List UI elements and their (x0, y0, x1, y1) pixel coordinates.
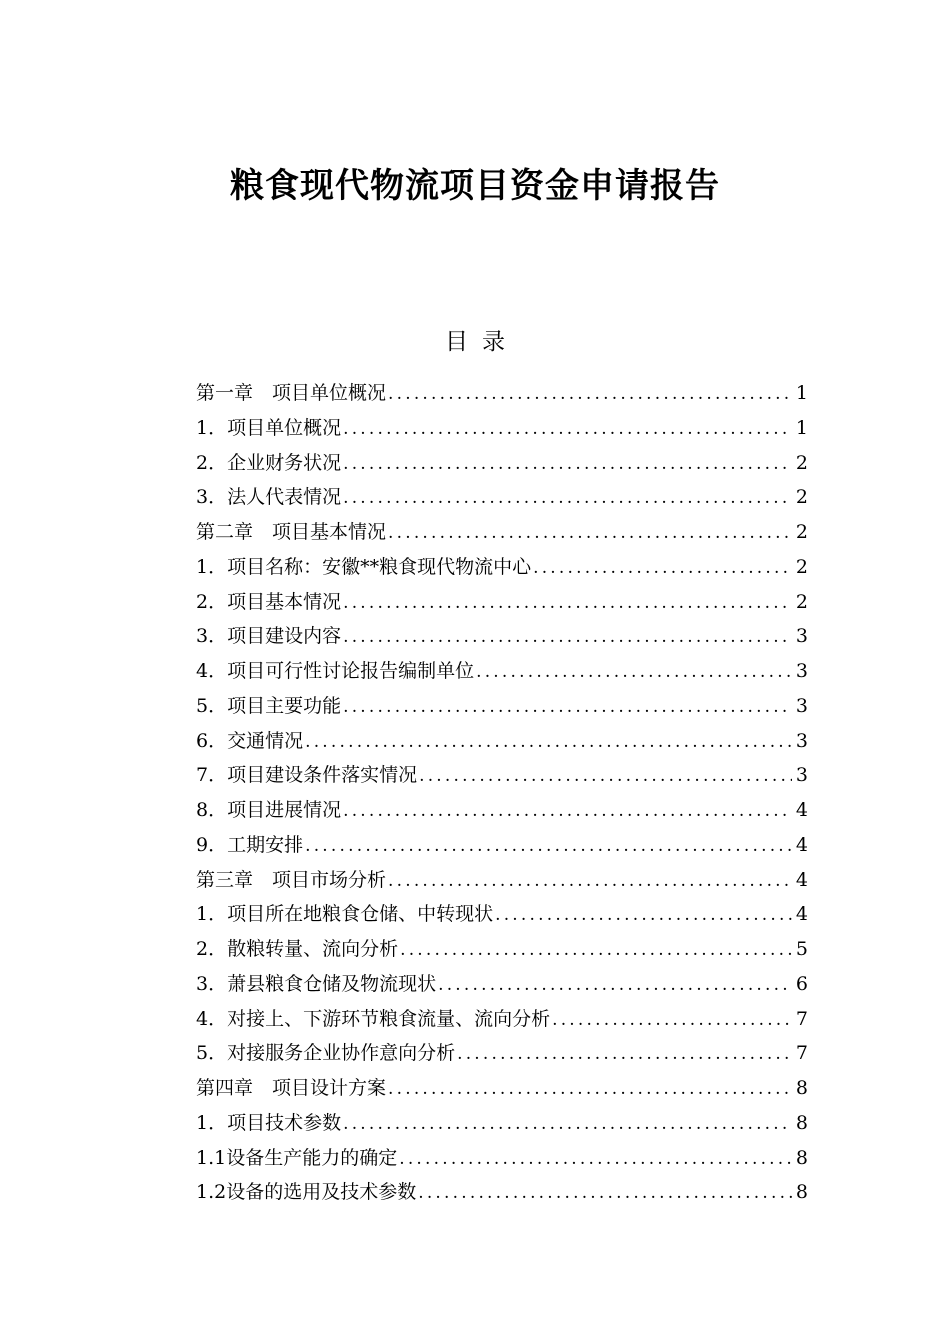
toc-dot-leader (388, 377, 792, 412)
toc-entry-page-number: 1 (795, 416, 808, 439)
toc-dot-leader (388, 864, 792, 899)
toc-entry-label: 2．企业财务状况 (196, 451, 342, 474)
toc-dot-leader (343, 794, 792, 829)
toc-entry-label: 4．项目可行性讨论报告编制单位 (196, 660, 475, 682)
toc-dot-leader (400, 933, 792, 968)
toc-entry-page-number: 3 (795, 729, 808, 752)
toc-entry[interactable] (196, 1175, 808, 1210)
toc-entry-label: 7．项目建设条件落实情况 (196, 764, 418, 787)
toc-dot-leader (495, 898, 792, 933)
toc-entry[interactable] (196, 932, 808, 967)
toc-entry-page-number: 4 (795, 868, 808, 891)
toc-entry-label: 1.2设备的选用及技术参数 (196, 1181, 417, 1204)
toc-entry[interactable] (196, 515, 808, 550)
toc-entry-page-number: 4 (795, 833, 808, 856)
toc-entry[interactable] (196, 724, 808, 759)
toc-entry-page-number: 1 (795, 382, 808, 404)
toc-entry-label: 3．项目建设内容 (196, 625, 342, 648)
toc-entry-label: 2．项目基本情况 (196, 590, 342, 613)
toc-entry-label: 第二章 项目基本情况 (196, 521, 387, 543)
toc-entry[interactable] (196, 376, 808, 411)
toc-entry-label: 第一章 项目单位概况 (196, 382, 387, 404)
toc-entry[interactable] (196, 1141, 808, 1176)
toc-entry-label: 9．工期安排 (196, 833, 304, 856)
toc-dot-leader (476, 655, 792, 690)
toc-entry[interactable] (196, 480, 808, 515)
toc-entry[interactable] (196, 758, 808, 793)
toc-entry[interactable] (196, 1002, 808, 1037)
toc-entry-label: 3．萧县粮食仓储及物流现状 (196, 972, 437, 995)
toc-entry-page-number: 3 (795, 625, 808, 648)
toc-entry-label: 2．散粮转量、流向分析 (196, 938, 399, 960)
toc-entry-label: 1.1设备生产能力的确定 (196, 1146, 398, 1169)
toc-entry-label: 3．法人代表情况 (196, 486, 342, 509)
toc-entry-label: 第四章 项目设计方案 (196, 1077, 387, 1099)
toc-entry-page-number: 2 (795, 521, 808, 543)
toc-entry-page-number: 5 (795, 938, 808, 960)
toc-entry-label: 5．对接服务企业协作意向分析 (196, 1042, 456, 1065)
toc-entry[interactable] (196, 828, 808, 863)
toc-entry-label: 6．交通情况 (196, 729, 304, 752)
toc-entry-page-number: 3 (795, 694, 808, 717)
toc-entry[interactable] (196, 1036, 808, 1071)
toc-entry-label: 1．项目所在地粮食仓储、中转现状 (196, 903, 494, 926)
toc-entry-label: 第三章 项目市场分析 (196, 868, 387, 891)
toc-dot-leader (552, 1003, 792, 1038)
toc-entry-page-number: 2 (795, 555, 808, 578)
toc-dot-leader (438, 968, 792, 1003)
toc-dot-leader (343, 412, 792, 447)
toc-heading: 目录 (445, 329, 519, 355)
toc-entry[interactable] (196, 585, 808, 620)
toc-entry[interactable] (196, 897, 808, 932)
toc-dot-leader (418, 1176, 792, 1211)
toc-entry[interactable] (196, 654, 808, 689)
toc-entry[interactable] (196, 619, 808, 654)
document-title: 粮食现代物流项目资金申请报告 (230, 166, 720, 206)
toc-dot-leader (533, 551, 792, 586)
toc-entry-page-number: 2 (795, 451, 808, 474)
toc-entry-label: 5．项目主要功能 (196, 694, 342, 717)
toc-dot-leader (305, 829, 792, 864)
toc-entry-page-number: 4 (795, 903, 808, 926)
toc-dot-leader (388, 1072, 792, 1107)
toc-dot-leader (305, 725, 792, 760)
toc-entry-page-number: 7 (795, 1007, 808, 1030)
toc-dot-leader (343, 1107, 792, 1142)
table-of-contents (196, 376, 808, 1210)
toc-entry-page-number: 8 (795, 1077, 808, 1099)
toc-entry-label: 1．项目名称：安徽**粮食现代物流中心 (196, 555, 532, 578)
toc-dot-leader (343, 690, 792, 725)
toc-entry-label: 4．对接上、下游环节粮食流量、流向分析 (196, 1007, 551, 1030)
toc-entry[interactable] (196, 446, 808, 481)
toc-entry-page-number: 3 (795, 764, 808, 787)
toc-entry[interactable] (196, 793, 808, 828)
toc-entry-page-number: 8 (795, 1181, 808, 1204)
toc-entry[interactable] (196, 689, 808, 724)
toc-dot-leader (343, 586, 792, 621)
toc-dot-leader (419, 759, 792, 794)
toc-dot-leader (399, 1142, 792, 1177)
toc-entry-page-number: 8 (795, 1146, 808, 1169)
toc-dot-leader (388, 516, 792, 551)
toc-entry-label: 8．项目进展情况 (196, 799, 342, 821)
toc-entry[interactable] (196, 967, 808, 1002)
toc-entry-label: 1．项目单位概况 (196, 416, 342, 439)
toc-entry[interactable] (196, 411, 808, 446)
toc-entry[interactable] (196, 863, 808, 898)
toc-entry[interactable] (196, 1106, 808, 1141)
toc-entry-page-number: 6 (795, 972, 808, 995)
toc-entry[interactable] (196, 1071, 808, 1106)
toc-dot-leader (343, 447, 792, 482)
toc-entry[interactable] (196, 550, 808, 585)
toc-entry-page-number: 2 (795, 590, 808, 613)
toc-entry-page-number: 2 (795, 486, 808, 509)
toc-dot-leader (343, 620, 792, 655)
toc-entry-page-number: 8 (795, 1111, 808, 1134)
toc-entry-page-number: 3 (795, 660, 808, 682)
toc-dot-leader (457, 1037, 792, 1072)
toc-entry-page-number: 7 (795, 1042, 808, 1065)
toc-entry-label: 1．项目技术参数 (196, 1111, 342, 1134)
toc-entry-page-number: 4 (795, 799, 808, 821)
toc-dot-leader (343, 481, 792, 516)
